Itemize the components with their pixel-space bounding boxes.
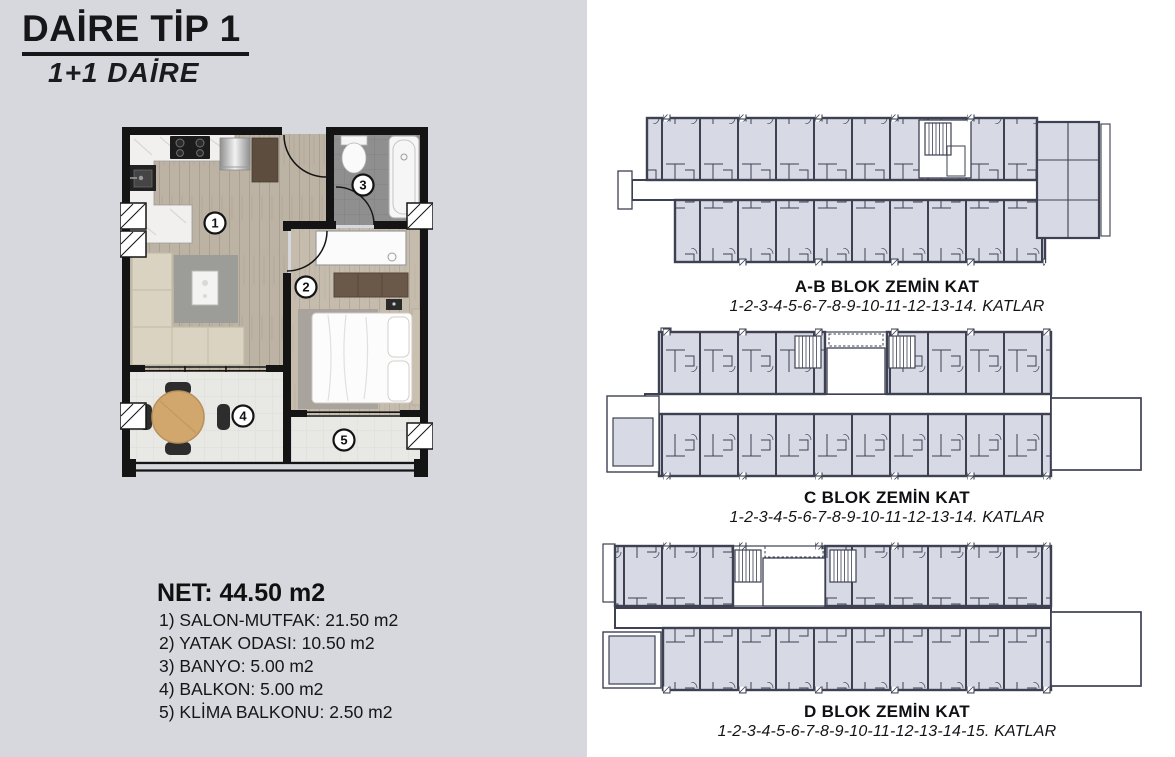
dresser xyxy=(334,273,408,297)
page-subtitle: 1+1 DAİRE xyxy=(48,57,200,88)
blocks-panel xyxy=(587,0,1175,757)
hall-floor xyxy=(286,134,326,226)
room-list-item: 1) SALON-MUTFAK: 21.50 m2 xyxy=(159,610,399,630)
apartment-floor-plan xyxy=(120,125,433,482)
block-plans-drawing xyxy=(587,0,1175,757)
net-area-label: NET: 44.50 m2 xyxy=(157,579,326,607)
block-d-title: D BLOK ZEMİN KAT xyxy=(804,702,970,721)
kitchen-sink xyxy=(130,165,156,191)
ac-balcony-floor xyxy=(292,417,420,461)
bed xyxy=(312,309,420,405)
svg-text:3: 3 xyxy=(359,177,367,193)
toilet xyxy=(341,136,367,173)
shower-unit xyxy=(316,231,406,265)
block-d-floors-label: 1-2-3-4-5-6-7-8-9-10-11-12-13-14-15. KATLAR xyxy=(717,723,1057,740)
block-ab-floors-label: 1-2-3-4-5-6-7-8-9-10-11-12-13-14. KATLAR xyxy=(729,298,1045,315)
coffee-table xyxy=(192,271,218,305)
kitchen-cabinet xyxy=(252,138,278,182)
refrigerator xyxy=(220,138,250,170)
block-c-floors-label: 1-2-3-4-5-6-7-8-9-10-11-12-13-14. KATLAR xyxy=(729,509,1045,526)
room-marker-1 xyxy=(205,213,226,234)
svg-text:5: 5 xyxy=(340,432,348,448)
block-c-labels xyxy=(599,488,1175,527)
block-ab-title: A-B BLOK ZEMİN KAT xyxy=(794,277,980,296)
room-list-item: 4) BALKON: 5.00 m2 xyxy=(159,679,324,699)
room-list xyxy=(159,609,398,724)
room-marker-5 xyxy=(334,430,355,451)
svg-text:4: 4 xyxy=(239,408,247,424)
room-list-item: 3) BANYO: 5.00 m2 xyxy=(159,656,314,676)
room-marker-4 xyxy=(233,406,254,427)
room-marker-2 xyxy=(296,277,317,298)
block-c-plan xyxy=(607,328,1141,480)
svg-text:2: 2 xyxy=(302,279,310,295)
block-ab-plan xyxy=(618,115,1110,266)
room-marker-3 xyxy=(353,175,374,196)
block-c-title: C BLOK ZEMİN KAT xyxy=(804,488,970,507)
block-d-labels xyxy=(599,702,1175,741)
block-ab-labels xyxy=(599,277,1175,316)
page-title: DAİRE TİP 1 xyxy=(22,10,249,56)
room-list-item: 5) KLİMA BALKONU: 2.50 m2 xyxy=(159,702,393,722)
nightstand xyxy=(386,299,402,310)
cooktop xyxy=(170,136,210,159)
room-list-item: 2) YATAK ODASI: 10.50 m2 xyxy=(159,633,375,653)
svg-text:1: 1 xyxy=(211,215,219,231)
block-d-plan xyxy=(603,543,1141,694)
